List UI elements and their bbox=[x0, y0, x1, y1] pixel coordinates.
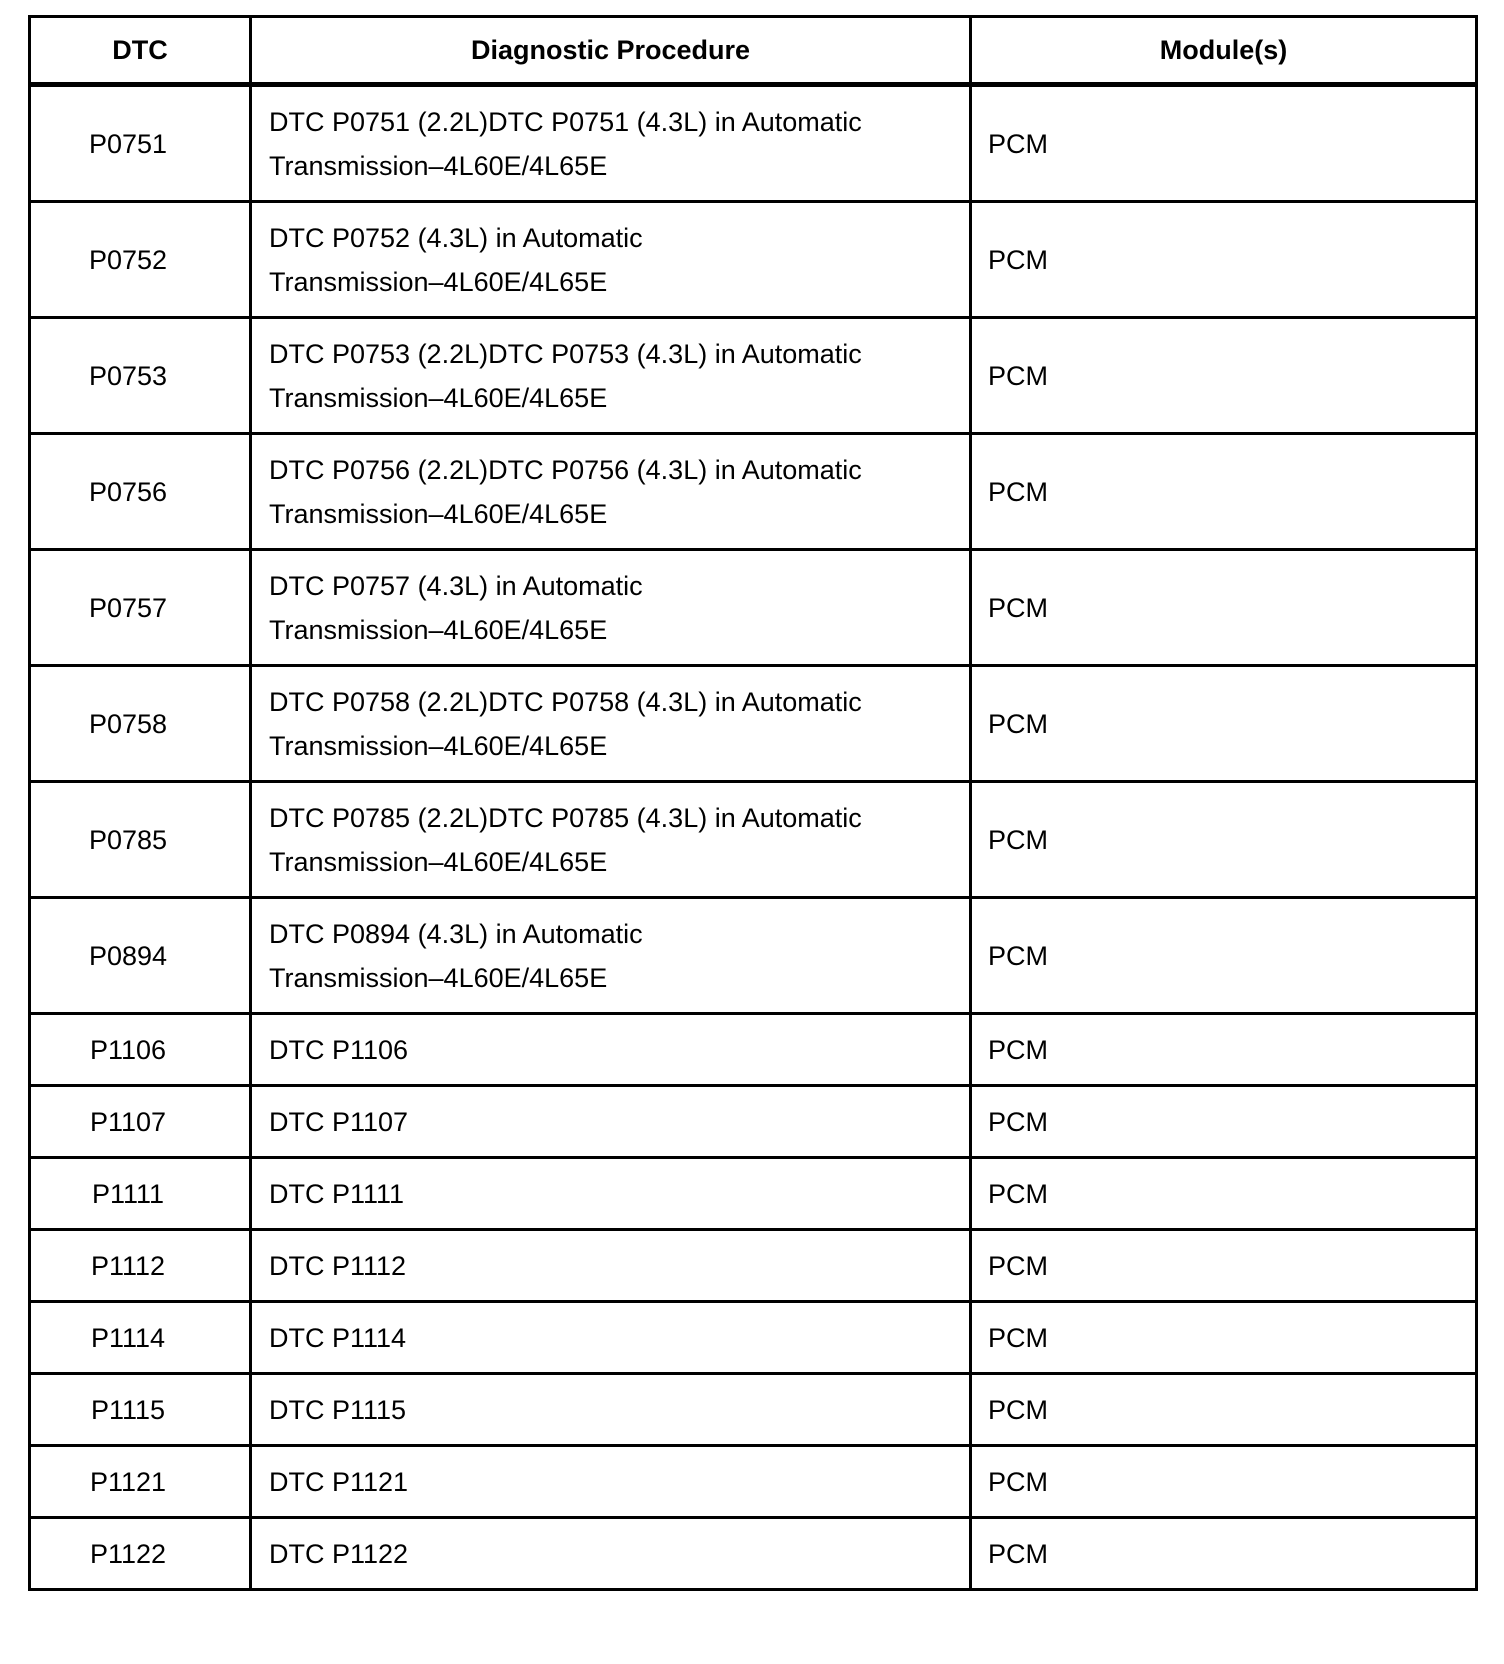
procedure-line: DTC P1115 bbox=[269, 1394, 407, 1425]
procedure-line: DTC P1106 bbox=[269, 1034, 409, 1065]
diagnostic-procedure bbox=[251, 1086, 971, 1158]
dtc-code: P0758 bbox=[30, 666, 251, 782]
diagnostic-procedure bbox=[251, 1230, 971, 1302]
procedure-line: Transmission–4L60E/4L65E bbox=[269, 730, 608, 761]
diagnostic-procedure bbox=[251, 202, 971, 318]
diagnostic-procedure bbox=[251, 1014, 971, 1086]
diagnostic-procedure bbox=[251, 1374, 971, 1446]
diagnostic-procedure bbox=[251, 782, 971, 898]
procedure-line: Transmission–4L60E/4L65E bbox=[269, 846, 608, 877]
table-row bbox=[30, 434, 1477, 550]
dtc-code: P0894 bbox=[30, 898, 251, 1014]
procedure-line: DTC P1111 bbox=[269, 1178, 405, 1209]
procedure-line: Transmission–4L60E/4L65E bbox=[269, 382, 608, 413]
procedure-line: DTC P1114 bbox=[269, 1322, 407, 1353]
module-name: PCM bbox=[971, 1158, 1477, 1230]
module-name: PCM bbox=[971, 898, 1477, 1014]
procedure-line: DTC P0751 (2.2L)DTC P0751 (4.3L) in Automatic bbox=[269, 106, 862, 137]
dtc-table bbox=[28, 15, 1478, 1591]
procedure-line: DTC P0757 (4.3L) in Automatic bbox=[269, 570, 643, 601]
table-row bbox=[30, 666, 1477, 782]
module-name: PCM bbox=[971, 666, 1477, 782]
diagnostic-procedure bbox=[251, 550, 971, 666]
diagnostic-procedure bbox=[251, 666, 971, 782]
table-row bbox=[30, 85, 1477, 202]
header-diagnostic-procedure: Diagnostic Procedure bbox=[251, 17, 971, 85]
dtc-code: P0785 bbox=[30, 782, 251, 898]
dtc-code: P0757 bbox=[30, 550, 251, 666]
table-row bbox=[30, 1158, 1477, 1230]
module-name: PCM bbox=[971, 318, 1477, 434]
dtc-code: P1114 bbox=[30, 1302, 251, 1374]
procedure-line: DTC P0753 (2.2L)DTC P0753 (4.3L) in Automatic bbox=[269, 338, 862, 369]
module-name: PCM bbox=[971, 1302, 1477, 1374]
diagnostic-procedure bbox=[251, 318, 971, 434]
diagnostic-procedure bbox=[251, 1518, 971, 1590]
dtc-code: P1106 bbox=[30, 1014, 251, 1086]
diagnostic-procedure bbox=[251, 1302, 971, 1374]
procedure-line: Transmission–4L60E/4L65E bbox=[269, 150, 608, 181]
dtc-code: P1112 bbox=[30, 1230, 251, 1302]
dtc-code: P1115 bbox=[30, 1374, 251, 1446]
module-name: PCM bbox=[971, 1374, 1477, 1446]
module-name: PCM bbox=[971, 1014, 1477, 1086]
table-row bbox=[30, 550, 1477, 666]
procedure-line: DTC P1122 bbox=[269, 1538, 409, 1569]
procedure-line: Transmission–4L60E/4L65E bbox=[269, 266, 608, 297]
header-modules: Module(s) bbox=[971, 17, 1477, 85]
dtc-code: P0756 bbox=[30, 434, 251, 550]
module-name: PCM bbox=[971, 1086, 1477, 1158]
dtc-code: P1122 bbox=[30, 1518, 251, 1590]
procedure-line: DTC P0758 (2.2L)DTC P0758 (4.3L) in Automatic bbox=[269, 686, 862, 717]
procedure-line: DTC P0894 (4.3L) in Automatic bbox=[269, 918, 643, 949]
module-name: PCM bbox=[971, 1446, 1477, 1518]
diagnostic-procedure bbox=[251, 434, 971, 550]
table-row bbox=[30, 1446, 1477, 1518]
module-name: PCM bbox=[971, 434, 1477, 550]
table-row bbox=[30, 1518, 1477, 1590]
table-row bbox=[30, 898, 1477, 1014]
header-dtc: DTC bbox=[30, 17, 251, 85]
diagnostic-procedure bbox=[251, 1446, 971, 1518]
module-name: PCM bbox=[971, 1230, 1477, 1302]
table-row bbox=[30, 202, 1477, 318]
table-row bbox=[30, 1230, 1477, 1302]
procedure-line: DTC P1121 bbox=[269, 1466, 409, 1497]
table-row bbox=[30, 1086, 1477, 1158]
table-row bbox=[30, 318, 1477, 434]
procedure-line: DTC P0756 (2.2L)DTC P0756 (4.3L) in Automatic bbox=[269, 454, 862, 485]
table-row bbox=[30, 782, 1477, 898]
table-header-row bbox=[30, 17, 1477, 85]
diagnostic-procedure bbox=[251, 85, 971, 202]
dtc-code: P0753 bbox=[30, 318, 251, 434]
diagnostic-procedure bbox=[251, 1158, 971, 1230]
module-name: PCM bbox=[971, 782, 1477, 898]
procedure-line: DTC P1107 bbox=[269, 1106, 409, 1137]
procedure-line: DTC P1112 bbox=[269, 1250, 407, 1281]
dtc-code: P1111 bbox=[30, 1158, 251, 1230]
procedure-line: DTC P0785 (2.2L)DTC P0785 (4.3L) in Automatic bbox=[269, 802, 862, 833]
dtc-document bbox=[28, 15, 1475, 1591]
table-row bbox=[30, 1014, 1477, 1086]
table-row bbox=[30, 1374, 1477, 1446]
module-name: PCM bbox=[971, 1518, 1477, 1590]
module-name: PCM bbox=[971, 550, 1477, 666]
module-name: PCM bbox=[971, 85, 1477, 202]
dtc-code: P1121 bbox=[30, 1446, 251, 1518]
procedure-line: Transmission–4L60E/4L65E bbox=[269, 498, 608, 529]
dtc-code: P0751 bbox=[30, 85, 251, 202]
diagnostic-procedure bbox=[251, 898, 971, 1014]
dtc-code: P0752 bbox=[30, 202, 251, 318]
table-body bbox=[30, 85, 1477, 1590]
dtc-code: P1107 bbox=[30, 1086, 251, 1158]
procedure-line: Transmission–4L60E/4L65E bbox=[269, 614, 608, 645]
procedure-line: DTC P0752 (4.3L) in Automatic bbox=[269, 222, 643, 253]
table-row bbox=[30, 1302, 1477, 1374]
module-name: PCM bbox=[971, 202, 1477, 318]
procedure-line: Transmission–4L60E/4L65E bbox=[269, 962, 608, 993]
